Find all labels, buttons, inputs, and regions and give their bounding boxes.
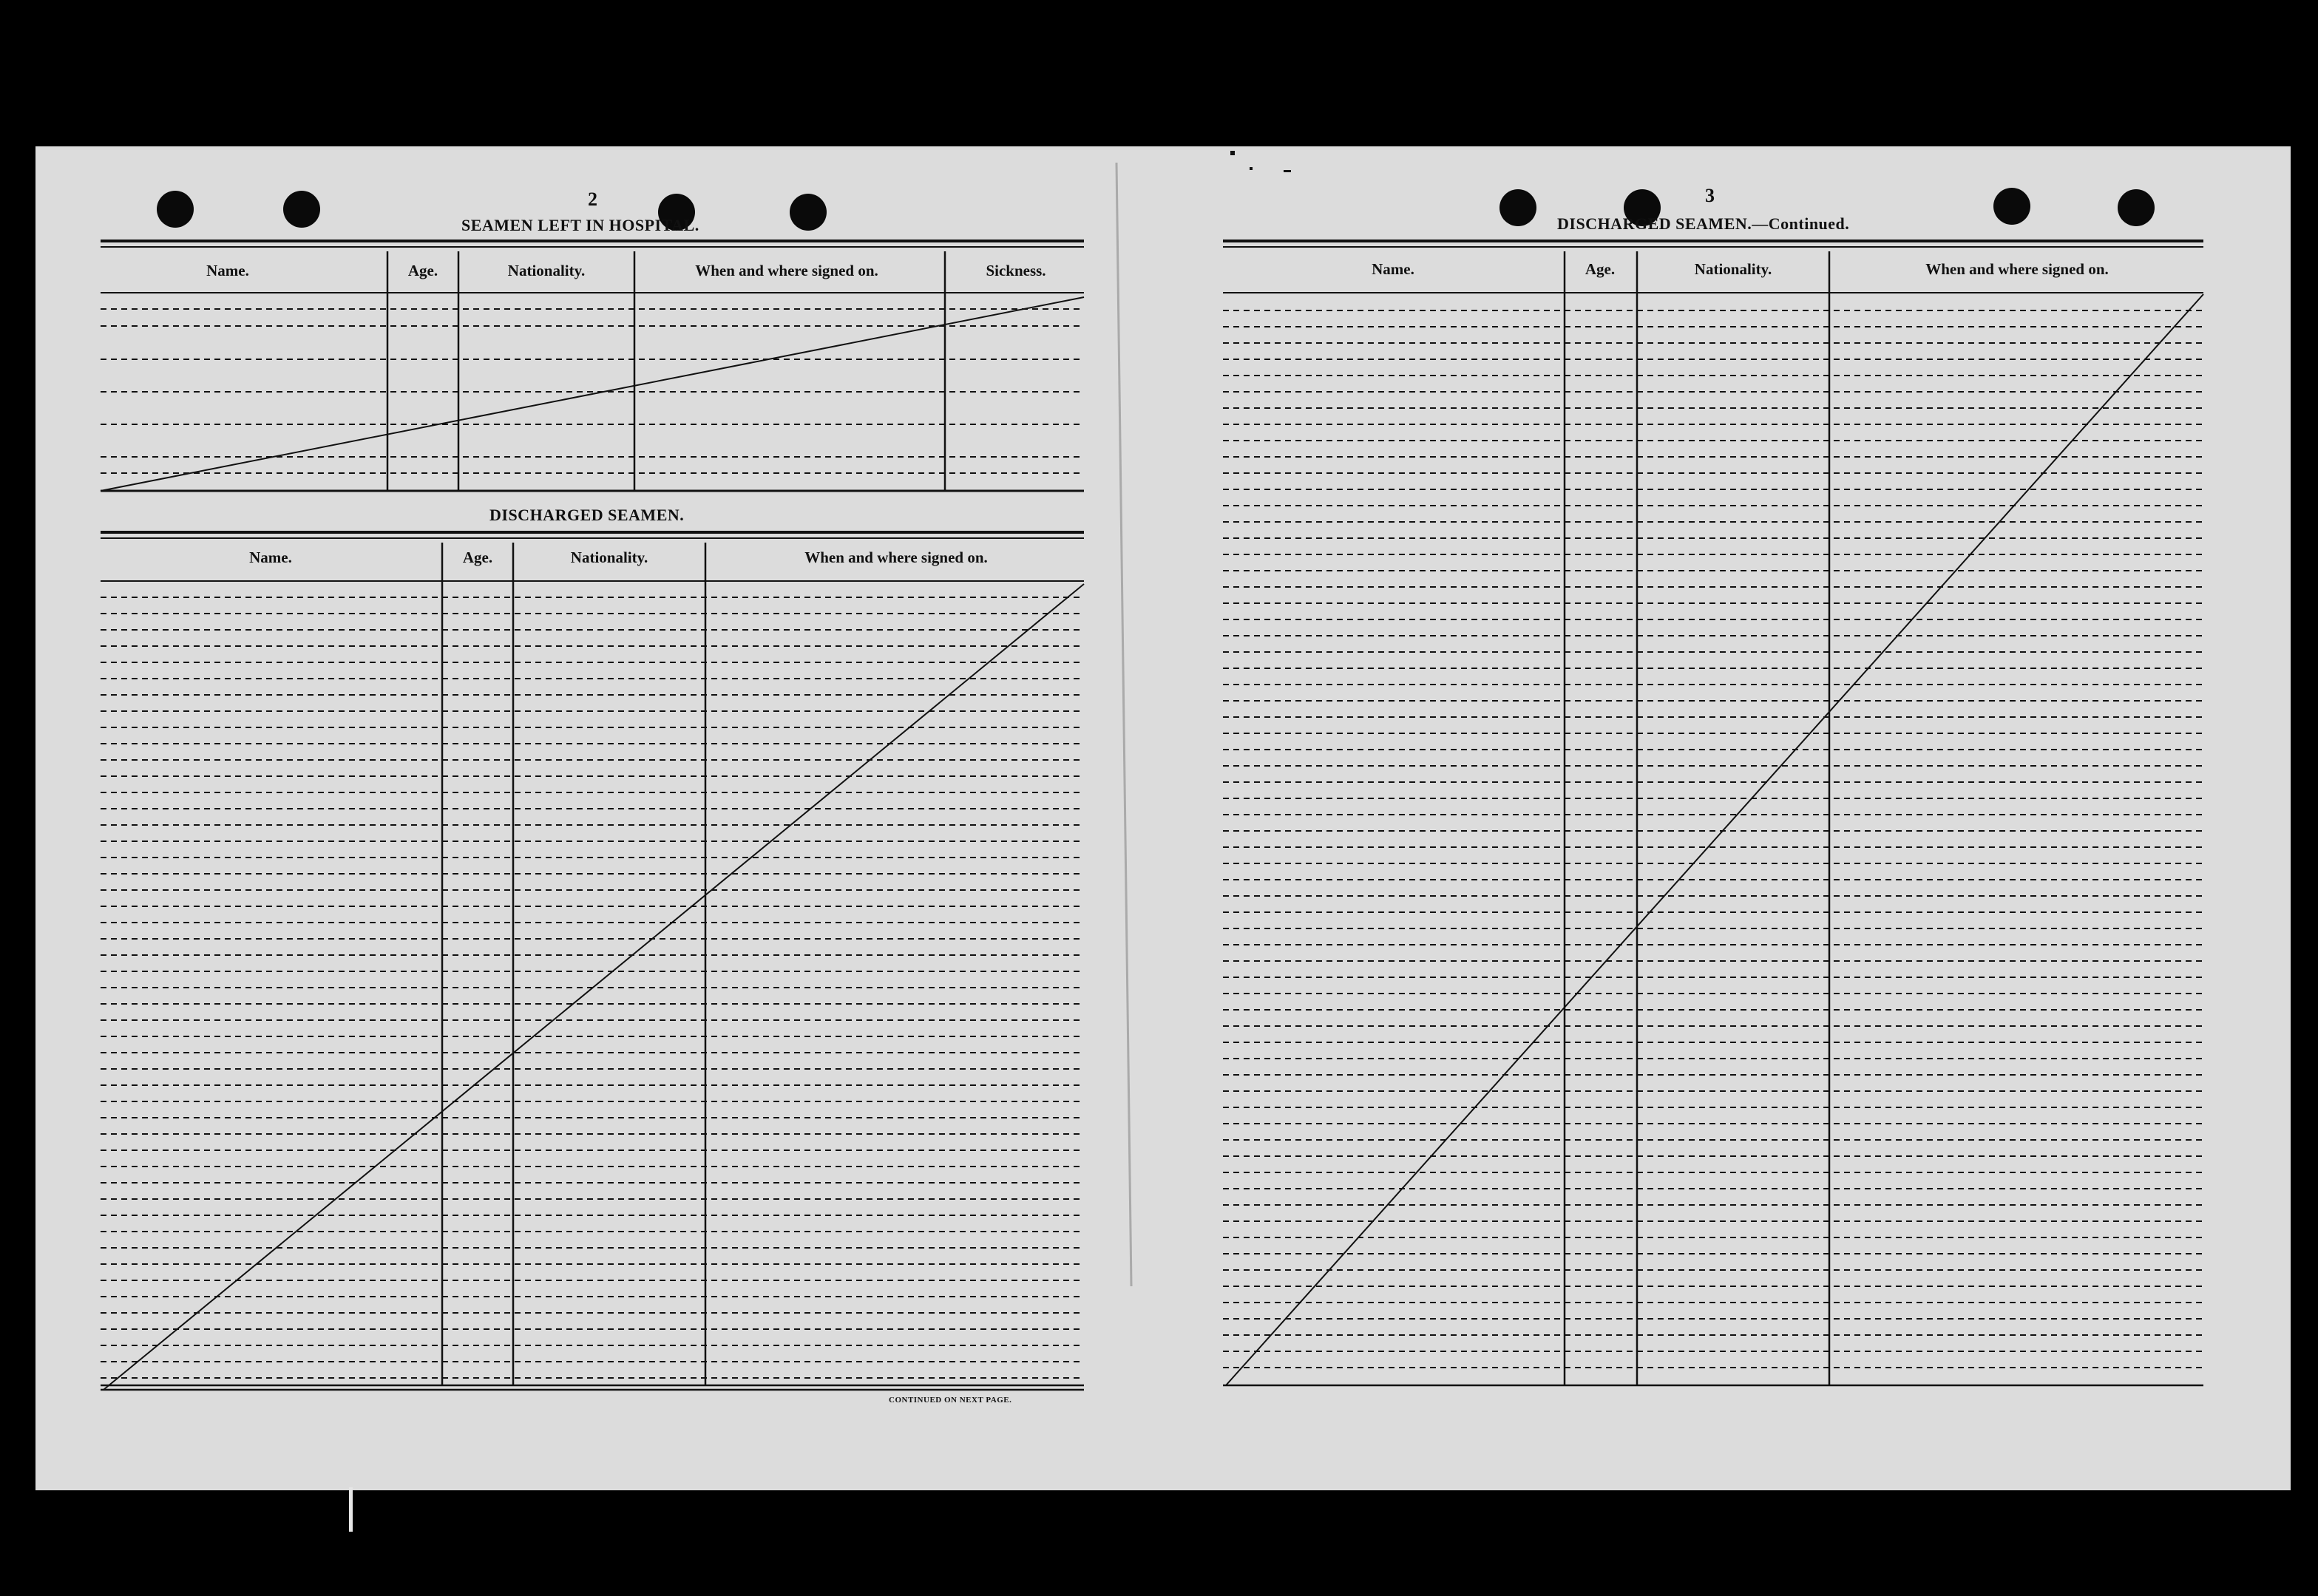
column-header-nationality: Nationality. (570, 549, 648, 566)
column-header-name: Name. (1372, 260, 1414, 278)
page-number: 2 (588, 189, 597, 210)
page-number: 3 (1705, 185, 1715, 206)
column-header-name: Name. (206, 262, 249, 279)
column-header-age: Age. (407, 262, 438, 279)
column-header-age: Age. (462, 549, 493, 566)
column-header-name: Name. (249, 549, 292, 566)
discharged-continued-title: DISCHARGED SEAMEN.—Continued. (1557, 214, 1850, 233)
column-header-nationality: Nationality. (507, 262, 586, 279)
column-header-nationality: Nationality. (1694, 260, 1772, 278)
continued-note: CONTINUED ON NEXT PAGE. (889, 1396, 1012, 1405)
column-header-signed-on: When and where signed on. (804, 549, 988, 566)
hospital-table-title: SEAMEN LEFT IN HOSPITAL. (461, 216, 699, 234)
column-header-age: Age. (1585, 260, 1616, 278)
discharged-table-title: DISCHARGED SEAMEN. (489, 506, 685, 524)
column-header-sickness: Sickness. (986, 262, 1046, 279)
column-header-signed-on: When and where signed on. (695, 262, 878, 279)
column-header-signed-on: When and where signed on. (1925, 260, 2109, 278)
